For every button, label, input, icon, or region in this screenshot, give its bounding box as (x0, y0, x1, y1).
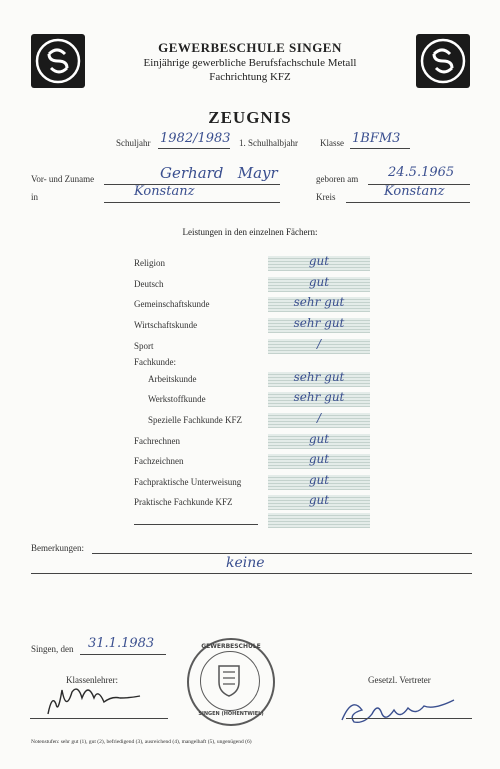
remarks-value: keine (226, 555, 265, 571)
name-label: Vor- und Zuname (31, 174, 95, 184)
extra-subject-line (134, 524, 258, 525)
subject-name: Religion (134, 258, 165, 268)
teacher-signature (44, 684, 164, 720)
grade-value: gut (308, 432, 330, 446)
subject-name: Praktische Fachkunde KFZ (134, 497, 233, 507)
subject-name: Werkstoffkunde (148, 394, 206, 404)
grade-cell (268, 454, 370, 469)
grade-cell (268, 256, 370, 271)
guardian-signature (336, 690, 476, 730)
kreis-label: Kreis (316, 192, 336, 202)
subject-name: Deutsch (134, 279, 164, 289)
subject-name: Spezielle Fachkunde KFZ (148, 415, 242, 425)
schuljahr-value: 1982/1983 (160, 131, 231, 146)
born-label: geboren am (316, 174, 359, 184)
grade-value: gut (308, 473, 330, 487)
grade-value: / (316, 337, 322, 351)
grades-heading: Leistungen in den einzelnen Fächern: (182, 227, 318, 237)
guardian-label: Gesetzl. Vertreter (368, 675, 431, 685)
grade-cell-empty (268, 513, 370, 528)
klasse-label: Klasse (320, 138, 344, 148)
grade-cell (268, 475, 370, 490)
subject-name: Fachzeichnen (134, 456, 184, 466)
school-name: GEWERBESCHULE SINGEN (158, 40, 342, 55)
subject-name: Sport (134, 341, 154, 351)
grade-value: sehr gut (293, 295, 345, 309)
grade-cell (268, 413, 370, 428)
teacher-label: Klassenlehrer: (66, 675, 118, 685)
grade-scale-notes: Notenstufen: sehr gut (1), gut (2), befriedigend (3), ausreichend (4), mangelhaft (5), ungenügend (6) (31, 739, 252, 745)
subject-name: Arbeitskunde (148, 374, 197, 384)
subject-group-label: Fachkunde: (134, 357, 176, 367)
grade-cell (268, 318, 370, 333)
subject-name: Fachpraktische Unterweisung (134, 477, 242, 487)
grade-value: sehr gut (293, 370, 345, 384)
grade-cell (268, 392, 370, 407)
grade-value: / (316, 411, 322, 425)
grade-value: sehr gut (293, 316, 345, 330)
school-seal (187, 638, 275, 726)
seal-text-top: GEWERBESCHULE (201, 643, 261, 650)
grade-cell (268, 495, 370, 510)
born-value: 24.5.1965 (388, 165, 455, 180)
in-value: Konstanz (134, 184, 195, 199)
grade-value: sehr gut (293, 390, 345, 404)
grade-value: gut (308, 254, 330, 268)
subject-name: Gemeinschaftskunde (134, 299, 210, 309)
grade-cell (268, 434, 370, 449)
grade-cell (268, 297, 370, 312)
seal-text-bottom: SINGEN (HOHENTWIEL) (198, 711, 264, 717)
document-title: ZEUGNIS (208, 108, 292, 127)
kreis-value: Konstanz (384, 184, 445, 199)
in-label: in (31, 192, 39, 202)
remarks-label: Bemerkungen: (31, 543, 84, 553)
name-value: Gerhard Mayr (160, 164, 278, 182)
grade-cell (268, 277, 370, 292)
schuljahr-label: Schuljahr (116, 138, 151, 148)
klasse-value: 1BFM3 (352, 131, 401, 146)
grade-cell (268, 372, 370, 387)
grade-value: gut (308, 452, 330, 466)
halbjahr-label: 1. Schulhalbjahr (239, 138, 298, 148)
place-label: Singen, den (31, 644, 74, 654)
school-subtitle: Einjährige gewerbliche Berufsfachschule Metall (143, 57, 357, 69)
date-value: 31.1.1983 (88, 636, 155, 651)
grade-cell (268, 339, 370, 354)
coat-of-arms-icon (187, 638, 271, 722)
subject-name: Fachrechnen (134, 436, 180, 446)
subject-name: Wirtschaftskunde (134, 320, 198, 330)
school-branch: Fachrichtung KFZ (209, 71, 291, 83)
grade-value: gut (308, 493, 330, 507)
grade-value: gut (308, 275, 330, 289)
